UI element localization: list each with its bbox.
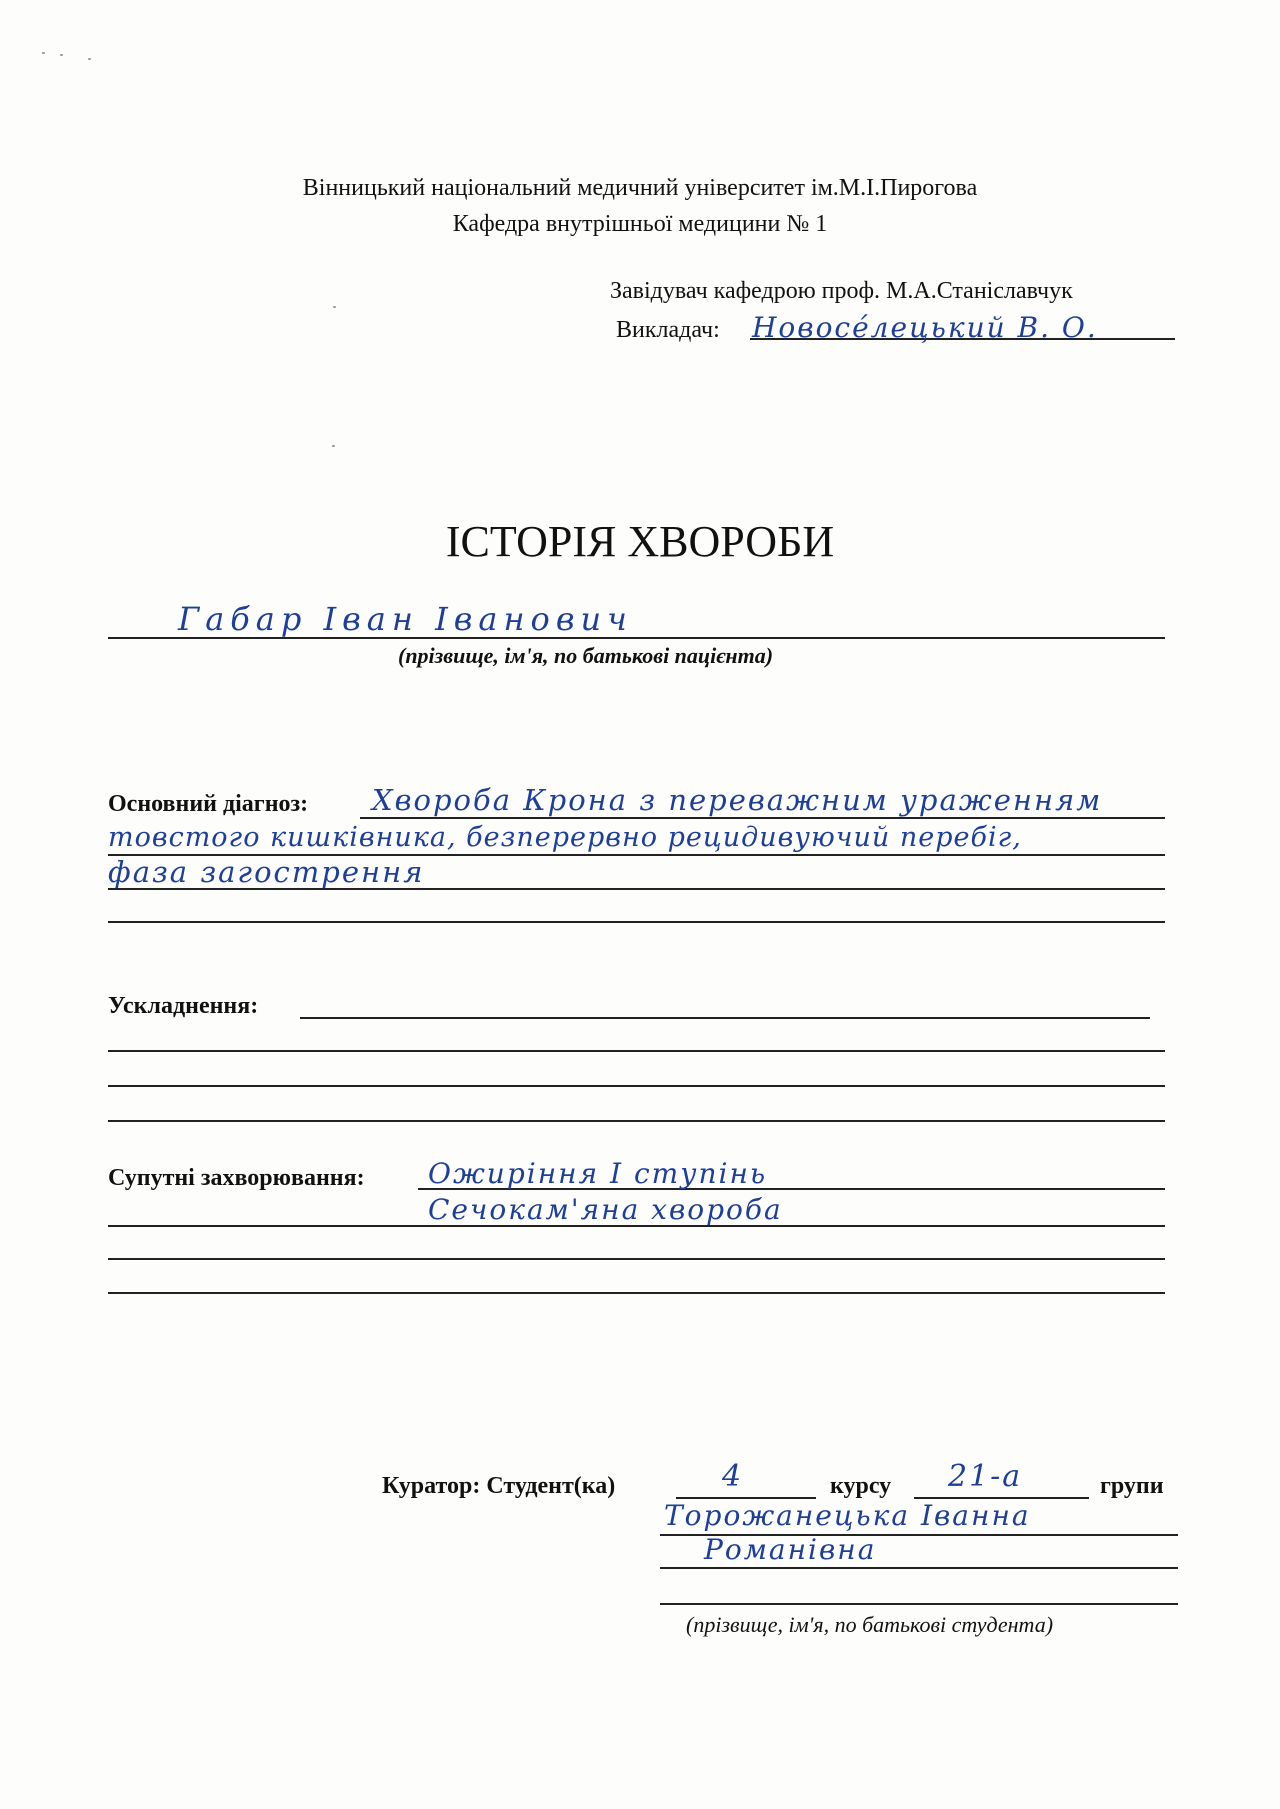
student-name-handwritten-2: Романівна (704, 1533, 877, 1566)
comorbidity-1-handwritten: Ожиріння І ступінь (428, 1157, 768, 1190)
student-caption: (прізвище, ім'я, по батькові студента) (686, 1612, 1054, 1637)
scan-speck (42, 52, 45, 54)
complications-line-2 (108, 1050, 1165, 1052)
group-value-handwritten: 21-а (948, 1459, 1023, 1494)
comorbidity-2-handwritten: Сечокам'яна хвороба (428, 1193, 783, 1226)
course-label: курсу (830, 1473, 892, 1499)
scan-speck (60, 54, 63, 56)
diagnosis-text-line-2: товстого кишківника, безперервно рецидивуючий перебіг, (108, 822, 1022, 853)
diagnosis-text-line-1: Хвороба Крона з переважним ураженням (372, 783, 1103, 817)
department-name: Кафедра внутрішньої медицини № 1 (452, 211, 828, 237)
complications-line-3 (108, 1085, 1165, 1087)
student-name-handwritten-1: Торожанецька Іванна (664, 1499, 1031, 1532)
page-title: ІСТОРІЯ ХВОРОБИ (445, 517, 835, 566)
comorbidities-line-3 (108, 1258, 1165, 1260)
patient-name-handwritten: Габар Іван Іванович (178, 600, 633, 638)
scan-speck (333, 306, 336, 308)
diagnosis-text-line-3: фаза загострення (108, 855, 425, 889)
curator-label: Куратор: Студент(ка) (382, 1473, 616, 1499)
teacher-label: Викладач: (616, 317, 720, 343)
student-name-line-2 (660, 1567, 1178, 1569)
student-name-line-3 (660, 1603, 1178, 1605)
group-label: групи (1100, 1473, 1164, 1499)
comorbidities-label: Супутні захворювання: (108, 1165, 365, 1191)
complications-label: Ускладнення: (108, 993, 259, 1019)
complications-line-4 (108, 1120, 1165, 1122)
diagnosis-line-1 (360, 817, 1165, 819)
diagnosis-line-4 (108, 921, 1165, 923)
patient-caption: (прізвище, ім'я, по батькові пацієнта) (398, 643, 774, 668)
university-name: Вінницький національний медичний університет ім.М.І.Пирогова (302, 175, 978, 201)
head-of-department: Завідувач кафедрою проф. М.А.Станіславчук (610, 278, 1073, 304)
teacher-name-handwritten: Новосе́лецький В. О. (752, 311, 1098, 344)
comorbidities-line-4 (108, 1292, 1165, 1294)
course-value-handwritten: 4 (722, 1459, 744, 1494)
scan-speck (88, 58, 91, 60)
diagnosis-label: Основний діагноз: (108, 791, 309, 817)
scan-speck (332, 445, 335, 447)
complications-line-1 (300, 1017, 1150, 1019)
